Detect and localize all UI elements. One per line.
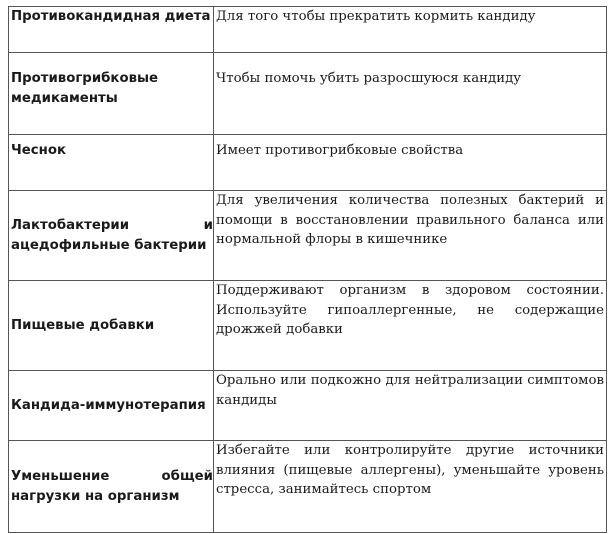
treatment-name: Противокандидная диета xyxy=(9,7,214,53)
treatment-description: Избегайте или контролируйте другие источники влияния (пищевые аллергены), уменьшайте уровень стресса, занимайтесь спортом xyxy=(214,441,607,533)
table-row xyxy=(9,7,607,53)
table-row xyxy=(9,191,607,281)
treatment-table xyxy=(8,6,607,533)
treatment-name: Пищевые добавки xyxy=(9,281,214,371)
treatment-name: Уменьшение общей нагрузки на организм xyxy=(9,441,214,533)
table-row xyxy=(9,53,607,135)
treatment-description: Орально или подкожно для нейтрализации симптомов кандиды xyxy=(214,371,607,441)
table-row xyxy=(9,135,607,191)
table-row xyxy=(9,371,607,441)
treatment-name: Чеснок xyxy=(9,135,214,191)
treatment-name: Кандида-иммунотерапия xyxy=(9,371,214,441)
treatment-name: Лактобактерии и ацедофильные бактерии xyxy=(9,191,214,281)
treatment-description: Имеет противогрибковые свойства xyxy=(214,135,607,191)
treatment-description: Для того чтобы прекратить кормить кандиду xyxy=(214,7,607,53)
table-row xyxy=(9,441,607,533)
table-row xyxy=(9,281,607,371)
treatment-description: Для увеличения количества полезных бактерий и помощи в восстановлении правильного баланса или нормальной флоры в кишечнике xyxy=(214,191,607,281)
treatment-description: Поддерживают организм в здоровом состоянии. Используйте гипоаллергенные, не содержащие дрожжей добавки xyxy=(214,281,607,371)
treatment-description: Чтобы помочь убить разросшуюся кандиду xyxy=(214,53,607,135)
treatment-name: Противогрибковые медикаменты xyxy=(9,53,214,135)
